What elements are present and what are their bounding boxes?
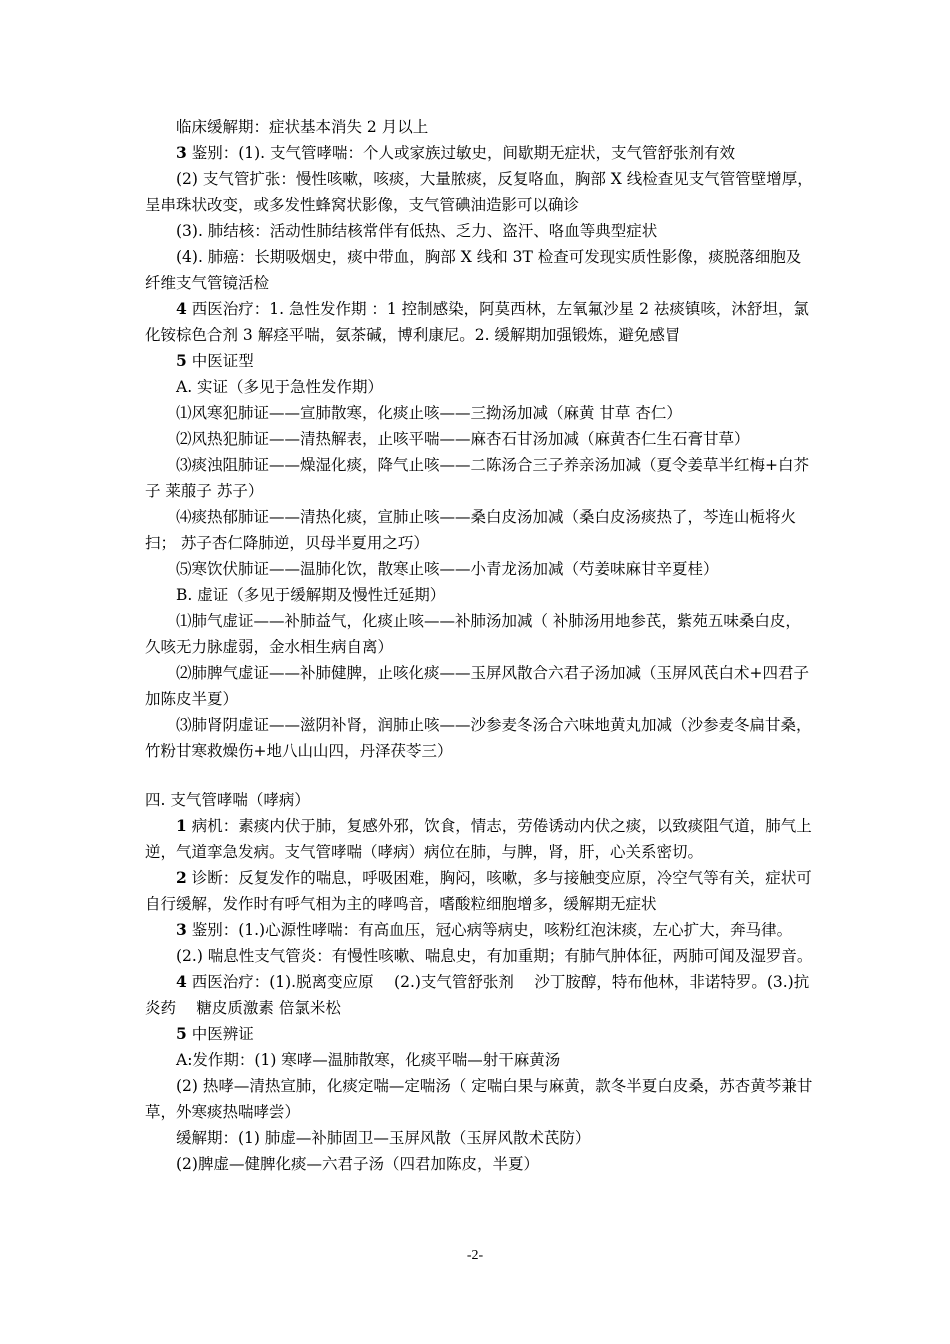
text-line bbox=[145, 969, 813, 1021]
line-text: ⑶肺肾阴虚证——滋阴补肾，润肺止咳——沙参麦冬汤合六味地黄丸加减（沙参麦冬扁甘桑，竹粉甘寒救燥伤+地八山山四，丹泽茯苓三） bbox=[145, 716, 812, 760]
item-number: 3 bbox=[176, 920, 187, 939]
text-line bbox=[145, 582, 813, 608]
line-text: A. 实证（多见于急性发作期） bbox=[176, 378, 384, 396]
line-text: ⑶痰浊阻肺证——燥湿化痰，降气止咳——二陈汤合三子养亲汤加减（夏令姜草半红梅+白芥子 莱菔子 苏子） bbox=[145, 456, 809, 500]
line-text: 鉴别：(1). 支气管哮喘：个人或家族过敏史，间歇期无症状，支气管舒张剂有效 bbox=[186, 144, 736, 162]
page-number: -2- bbox=[466, 1248, 484, 1263]
text-line bbox=[145, 114, 813, 140]
text-line bbox=[145, 660, 813, 712]
line-text: ⑷痰热郁肺证——清热化痰，宣肺止咳——桑白皮汤加减（桑白皮汤痰热了，芩连山栀将火扫； 苏子杏仁降肺逆，贝母半夏用之巧） bbox=[145, 508, 797, 552]
text-line bbox=[145, 1073, 813, 1125]
line-text: 四. 支气管哮喘（哮病） bbox=[145, 791, 310, 809]
section-gap bbox=[145, 764, 813, 787]
item-number: 4 bbox=[176, 299, 187, 318]
text-line bbox=[145, 374, 813, 400]
text-line bbox=[145, 1047, 813, 1073]
line-text: 诊断：反复发作的喘息，呼吸困难，胸闷，咳嗽，多与接触变应原，冷空气等有关，症状可自行缓解，发作时有呼气相为主的哮鸣音，嗜酸粒细胞增多，缓解期无症状 bbox=[145, 869, 812, 913]
text-line bbox=[145, 943, 813, 969]
text-line bbox=[145, 1151, 813, 1177]
text-line bbox=[145, 244, 813, 296]
text-line bbox=[145, 504, 813, 556]
line-text: (4). 肺癌：长期吸烟史，痰中带血，胸部 X 线和 3T 检查可发现实质性影像，痰脱落细胞及纤维支气管镜活检 bbox=[145, 248, 802, 292]
line-text: 中医证型 bbox=[186, 352, 254, 370]
item-number: 4 bbox=[176, 972, 187, 991]
line-text: ⑸寒饮伏肺证——温肺化饮，散寒止咳——小青龙汤加减（芍姜味麻甘辛夏桂） bbox=[176, 560, 719, 578]
line-text: (2.) 喘息性支气管炎：有慢性咳嗽、喘息史，有加重期；有肺气肿体征，两肺可闻及湿罗音。 bbox=[176, 947, 813, 965]
line-text: 临床缓解期：症状基本消失 2 月以上 bbox=[176, 118, 429, 136]
text-line bbox=[145, 400, 813, 426]
line-text: ⑴风寒犯肺证——宣肺散寒，化痰止咳——三拗汤加减（麻黄 甘草 杏仁） bbox=[176, 404, 682, 422]
text-line bbox=[145, 865, 813, 917]
text-line bbox=[145, 1021, 813, 1047]
line-text: 中医辨证 bbox=[186, 1025, 254, 1043]
line-text: B. 虚证（多见于缓解期及慢性迁延期） bbox=[176, 586, 446, 604]
text-line bbox=[145, 787, 813, 813]
item-number: 1 bbox=[176, 816, 187, 835]
line-text: 西医治疗：(1).脱离变应原 (2.)支气管舒张剂 沙丁胺醇，特布他林，非诺特罗。(3.)抗炎药 糖皮质激素 倍氯米松 bbox=[145, 973, 810, 1017]
line-text: (2) 支气管扩张：慢性咳嗽，咳痰，大量脓痰，反复咯血，胸部 X 线检查见支气管管壁增厚，呈串珠状改变，或多发性蜂窝状影像，支气管碘油造影可以确诊 bbox=[145, 170, 813, 214]
text-line bbox=[145, 426, 813, 452]
line-text: ⑵肺脾气虚证——补肺健脾，止咳化痰——玉屏风散合六君子汤加减（玉屏风芪白术+四君子加陈皮半夏） bbox=[145, 664, 809, 708]
text-line bbox=[145, 166, 813, 218]
line-text: (3). 肺结核：活动性肺结核常伴有低热、乏力、盗汗、咯血等典型症状 bbox=[176, 222, 658, 240]
text-line bbox=[145, 296, 813, 348]
line-text: 病机：素痰内伏于肺，复感外邪，饮食，情志，劳倦诱动内伏之痰，以致痰阻气道，肺气上逆，气道挛急发病。支气管哮喘（哮病）病位在肺，与脾，肾，肝，心关系密切。 bbox=[145, 817, 812, 861]
line-text: 鉴别：(1.)心源性哮喘：有高血压，冠心病等病史，咳粉红泡沫痰，左心扩大，奔马律。 bbox=[186, 921, 793, 939]
line-text: (2) 热哮—清热宣肺，化痰定喘—定喘汤（ 定喘白果与麻黄，款冬半夏白皮桑，苏杏黄芩兼甘草，外寒痰热喘哮尝） bbox=[145, 1077, 813, 1121]
text-line bbox=[145, 556, 813, 582]
item-number: 5 bbox=[176, 351, 187, 370]
line-text: A:发作期：(1) 寒哮—温肺散寒，化痰平喘—射干麻黄汤 bbox=[176, 1051, 561, 1069]
line-text: (2)脾虚—健脾化痰—六君子汤（四君加陈皮，半夏） bbox=[176, 1155, 539, 1173]
text-line bbox=[145, 1125, 813, 1151]
line-text: ⑵风热犯肺证——清热解表，止咳平喘——麻杏石甘汤加减（麻黄杏仁生石膏甘草） bbox=[176, 430, 750, 448]
text-line bbox=[145, 140, 813, 166]
line-text: 西医治疗：1. 急性发作期 ：1 控制感染，阿莫西林，左氧氟沙星 2 祛痰镇咳，沐舒坦，氯化铵棕色合剂 3 解痉平喘，氨茶碱，博利康尼。2. 缓解期加强锻炼，避免感冒 bbox=[145, 300, 809, 344]
text-line bbox=[145, 348, 813, 374]
text-line bbox=[145, 712, 813, 764]
line-text: 缓解期：(1) 肺虚—补肺固卫—玉屏风散（玉屏风散术芪防） bbox=[176, 1129, 591, 1147]
text-line bbox=[145, 218, 813, 244]
text-line bbox=[145, 813, 813, 865]
document-body bbox=[145, 114, 813, 1177]
text-line bbox=[145, 917, 813, 943]
line-text: ⑴肺气虚证——补肺益气，化痰止咳——补肺汤加减（ 补肺汤用地参芪，紫苑五味桑白皮，久咳无力脉虚弱，金水相生病自离） bbox=[145, 612, 801, 656]
text-line bbox=[145, 608, 813, 660]
item-number: 2 bbox=[176, 868, 187, 887]
item-number: 5 bbox=[176, 1024, 187, 1043]
text-line bbox=[145, 452, 813, 504]
item-number: 3 bbox=[176, 143, 187, 162]
